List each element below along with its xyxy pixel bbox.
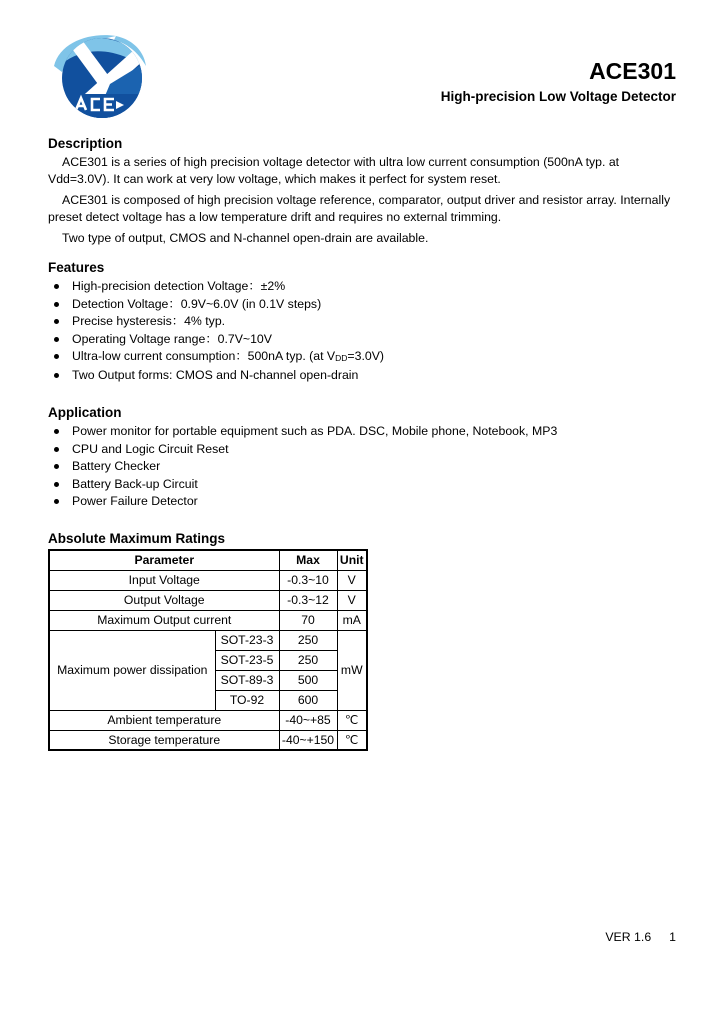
cell-max: 600 <box>279 690 337 710</box>
bullet-icon <box>54 429 59 434</box>
bullet-icon <box>54 319 59 324</box>
features-section <box>48 260 668 385</box>
column-header-max: Max <box>279 550 337 570</box>
feature-label: High-precision detection Voltage：±2% <box>72 279 286 293</box>
feature-label-suffix: =3.0V) <box>347 349 384 364</box>
list-item <box>48 313 668 331</box>
title-block <box>441 58 676 106</box>
cell-max: -40~+85 <box>279 710 337 730</box>
bullet-icon <box>54 499 59 504</box>
cell-max: 70 <box>279 610 337 630</box>
bullet-icon <box>54 482 59 487</box>
table-row <box>49 610 367 630</box>
ratings-heading: Absolute Maximum Ratings <box>48 531 226 546</box>
cell-unit: mW <box>337 630 367 710</box>
cell-unit: V <box>337 590 367 610</box>
list-item <box>48 278 668 296</box>
cell-max: -40~+150 <box>279 730 337 750</box>
absolute-maximum-ratings-section <box>48 531 448 751</box>
cell-max: 250 <box>279 650 337 670</box>
page-footer <box>0 930 720 944</box>
application-heading: Application <box>48 405 122 420</box>
ace-logo-icon <box>50 26 150 126</box>
feature-label: Precise hysteresis：4% typ. <box>72 314 226 329</box>
application-label: Battery Back-up Circuit <box>72 476 198 491</box>
table-row <box>49 570 367 590</box>
column-header-parameter: Parameter <box>49 550 279 570</box>
features-heading: Features <box>48 260 105 275</box>
cell-parameter: Output Voltage <box>49 590 279 610</box>
absolute-maximum-ratings-table <box>48 549 368 751</box>
cell-max: 500 <box>279 670 337 690</box>
page-number: 1 <box>669 930 676 944</box>
bullet-icon <box>54 464 59 469</box>
cell-parameter: Input Voltage <box>49 570 279 590</box>
feature-label: Detection Voltage：0.9V~6.0V (in 0.1V steps) <box>72 296 322 311</box>
list-item <box>48 476 668 494</box>
cell-unit: V <box>337 570 367 590</box>
document-subtitle: High-precision Low Voltage Detector <box>440 89 676 104</box>
feature-label: Two Output forms: CMOS and N-channel open-drain <box>72 367 359 382</box>
application-section <box>48 405 668 511</box>
cell-parameter-power-dissipation: Maximum power dissipation <box>49 630 215 710</box>
application-label: Power monitor for portable equipment such as PDA. DSC, Mobile phone, Notebook, MP3 <box>72 424 558 438</box>
bullet-icon <box>54 302 59 307</box>
description-paragraph-1: ACE301 is a series of high precision voltage detector with ultra low current consumption (500nA typ. at Vdd=3.0V). It can work at very low voltage, which makes it perfect for system reset. <box>48 155 620 187</box>
cell-package: SOT-89-3 <box>215 670 279 690</box>
list-item <box>48 458 668 476</box>
cell-parameter: Maximum Output current <box>49 610 279 630</box>
feature-label-prefix: Ultra-low current consumption：500nA typ. (at V <box>72 349 336 364</box>
application-list <box>48 423 668 511</box>
list-item <box>48 493 668 511</box>
table-header-row <box>49 550 367 570</box>
cell-unit: mA <box>337 610 367 630</box>
feature-label: Operating Voltage range：0.7V~10V <box>72 331 272 346</box>
list-item <box>48 441 668 459</box>
list-item <box>48 296 668 314</box>
list-item <box>48 348 668 367</box>
description-paragraph-3: Two type of output, CMOS and N-channel open-drain are available. <box>62 230 429 245</box>
description-paragraph-2: ACE301 is composed of high precision voltage reference, comparator, output driver and resistor array. Internally preset detect voltage has a low temperature drift and requires no external trimming. <box>48 192 671 225</box>
cell-parameter: Storage temperature <box>49 730 279 750</box>
table-row <box>49 710 367 730</box>
table-row <box>49 630 367 650</box>
bullet-icon <box>54 284 59 289</box>
application-label: Battery Checker <box>72 459 161 474</box>
description-heading: Description <box>48 136 123 151</box>
ace-logo <box>50 26 150 126</box>
cell-package: SOT-23-5 <box>215 650 279 670</box>
list-item <box>48 367 668 385</box>
application-label: Power Failure Detector <box>72 494 198 509</box>
part-number-title: ACE301 <box>589 58 676 84</box>
cell-max: -0.3~10 <box>279 570 337 590</box>
cell-unit: ℃ <box>337 710 367 730</box>
list-item <box>48 331 668 349</box>
table-row <box>49 730 367 750</box>
table-row <box>49 590 367 610</box>
page-header <box>0 0 720 130</box>
features-list <box>48 278 668 385</box>
list-item <box>48 423 668 441</box>
version-label: VER 1.6 <box>605 930 652 944</box>
cell-parameter: Ambient temperature <box>49 710 279 730</box>
cell-package: TO-92 <box>215 690 279 710</box>
column-header-unit: Unit <box>337 550 367 570</box>
cell-package: SOT-23-3 <box>215 630 279 650</box>
cell-max: -0.3~12 <box>279 590 337 610</box>
bullet-icon <box>54 337 59 342</box>
cell-unit: ℃ <box>337 730 367 750</box>
bullet-icon <box>54 354 59 359</box>
cell-max: 250 <box>279 630 337 650</box>
application-label: CPU and Logic Circuit Reset <box>72 441 229 456</box>
bullet-icon <box>54 373 59 378</box>
bullet-icon <box>54 447 59 452</box>
description-section <box>48 136 680 247</box>
feature-label-subscript: DD <box>335 353 348 364</box>
